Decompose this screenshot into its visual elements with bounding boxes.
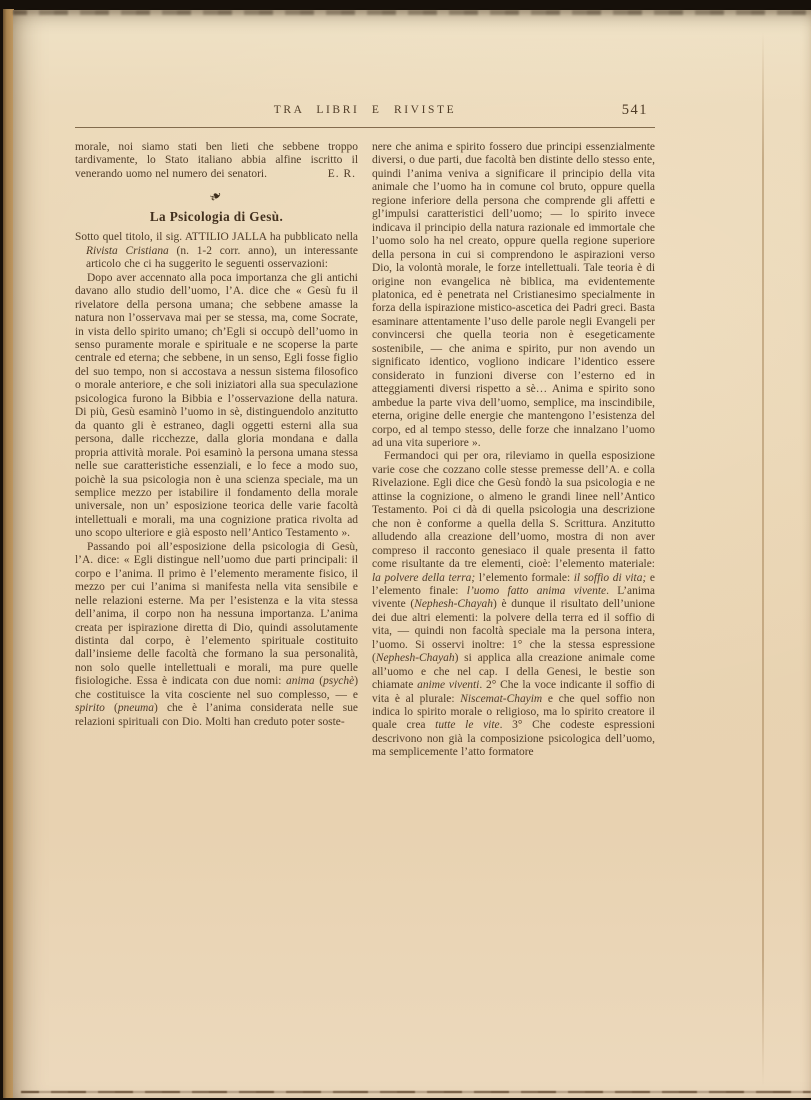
page-content — [75, 102, 655, 760]
paragraph — [372, 450, 655, 759]
italic-text: anima — [286, 675, 315, 688]
italic-text: Nephesh-Chayah — [375, 652, 455, 665]
book-page — [13, 10, 811, 1098]
body-text: (n. 1-2 corr. anno), un interessante articolo che ci ha suggerito le seguenti osservazioni: — [86, 244, 359, 271]
text-columns — [75, 141, 655, 760]
left-column — [75, 141, 358, 760]
paragraph — [75, 272, 358, 541]
body-text: ) che costituisce la vita cosciente nel suo complesso, — e — [75, 675, 358, 701]
body-text: e l’elemento finale: — [372, 571, 655, 597]
running-header-title: TRA LIBRI E RIVISTE — [273, 104, 457, 116]
body-text: ( — [314, 675, 324, 688]
body-text: Dopo aver accennato alla poca importanza che gli antichi davano allo studio dell’uomo, l’A. dice che « Gesù fu il rivelatore della persona umana; che sebbene amasse la natura non l’osservava mai per se stessa, ma, come Socrate, in vista dello spirito umano; ch’Egli si occupò dell’uomo in senso puramente morale e spirituale e ne scoperse la parte centrale ed eterna; che sebbene, in un senso, Egli fosse figlio del suo tempo, non si accostava a nessun sistema filosofico o morale anteriore, e che soli iniziatori alla sua speculazione psicologica furono la Bibbia e l’osservazione della natura. Di più, Gesù esaminò l’uomo in sè, distinguendolo anzitutto da quanto gli è estraneo, dagli oggetti esterni alla sua persona, dalle ricchezze, dalla gloria mondana e dalla propria attività morale. Poi esaminò la persona umana stessa nelle sue caratteristiche essenziali, e lo fece a modo suo, poichè la sua psicologia non è una scienza speciale, ma un semplice mezzo per istabilire il fondamento della morale universale, non un’ esposizione teorica delle varie facoltà intellettuali e morali, ma una cognizione pratica rivolta ad uno scopo ulteriore e già esposto nell’Antico Testamento ». — [75, 271, 358, 540]
left-paragraphs — [75, 231, 358, 729]
page-edge-line — [762, 32, 764, 1086]
italic-text: spirito — [75, 702, 105, 715]
fleuron-ornament — [75, 188, 358, 206]
body-text: e che quel soffio non indica lo spirito morale o religioso, ma lo spirito creatore il quale crea — [372, 692, 655, 732]
paragraph — [75, 231, 358, 271]
body-text: l’elemento formale: — [475, 571, 574, 584]
body-text: morale, noi siamo stati ben lieti che sebbene troppo tardivamente, lo Stato italiano abbia alfine iscritto il venerando uomo nel numero dei senatori. — [75, 141, 358, 180]
body-text: Fermandoci qui per ora, rileviamo in quella esposizione varie cose che cozzano colle stesse premesse dell’A. e colla Rivelazione. Egli dice che Gesù fondò la sua psicologia e ne attinse la cognizione, o almeno le grandi linee nell’Antico Testamento. Poi ci dà di quella psicologia una descrizione che non è conforme a quella della S. Scrittura. Anzitutto alludendo alla creazione dell’uomo, mostra di non aver compreso il racconto genesiaco il quale presenta il fatto come risultante da tre elementi, cioè: l’elemento materiale: — [372, 450, 655, 571]
right-column — [372, 141, 655, 760]
leaf-icon: ❧ — [206, 187, 227, 208]
author-initials: E. R. — [327, 167, 356, 180]
running-header — [75, 102, 655, 122]
paragraph — [75, 541, 358, 729]
intro-paragraphs — [75, 141, 358, 181]
page-bottom-edge — [21, 1091, 811, 1093]
italic-text: psychè — [323, 675, 355, 688]
italic-text: l’uomo fatto anima vivente — [466, 584, 607, 597]
section-title: La Psicologia di Gesù. — [149, 209, 284, 225]
body-text: . 3° Che codeste espressioni descrivono non già la composizione psicologica dell’uomo, ma semplicemente l’atto formatore — [372, 719, 655, 759]
body-text: ) si applica alla creazione animale come all’uomo e che nel cap. I della Genesi, le bestie son chiamate — [372, 652, 655, 692]
italic-text: anime viventi — [417, 679, 480, 692]
italic-text: Nephesh-Chayah — [414, 598, 493, 611]
italic-text: pneuma — [117, 702, 155, 715]
body-text: nere che anima e spirito fossero due principi essenzialmente diversi, o due parti, due facoltà ben distinte dello stesso ente, quindi l’anima veniva a significare il principio della vita animale che l’uomo ha in comune col bruto, oppure quella regione inferiore della persona che comprende gli affetti e gl’impulsi caratteristici dell’uomo; — lo spirito invece indicava il principio della natura razionale ed immortale che l’uomo solo ha nel creato, oppure quella regione superiore della persona in cui si comprendono le aspirazioni verso Dio, la volontà morale, le forze intellettuali. Tale teoria è di origine non evangelica nè biblica, ma evidentemente platonica, ed è penetrata nel Cristianesimo specialmente in forza della ispirazione mistico-ascetica dei Padri greci. Basta esaminare attentamente l’uso delle parole negli Evangeli per convincersi che quella teoria non è esegeticamente sostenibile, — che anima e spirito, pur non avendo un significato identico, vogliono indicare l’identico essere considerato in funzioni diverse con l’esterno ed in atteggiamenti diversi rispetto a sè… Anima e spirito sono ambedue la parte viva dell’uomo, semplice, ma inscindibile, eterna, origine delle energie che mantengono l’esistenza del corpo, ed al tempo stesso, delle forze che innalzano l’uomo ad una vita superiore ». — [372, 141, 655, 449]
italic-text: Niscemat-Chayim — [460, 692, 543, 705]
body-text: Sotto quel titolo, il sig. ATTILIO JALLA ha pubblicato nella — [75, 231, 358, 244]
italic-text: la polvere della terra; — [372, 571, 476, 584]
italic-text: il soffio di vita; — [573, 571, 647, 584]
paragraph — [372, 141, 655, 450]
right-paragraphs — [372, 141, 655, 760]
body-text: ( — [104, 702, 118, 715]
page-number: 541 — [621, 102, 648, 118]
body-text: ) che è l’anima considerata nelle sue relazioni spirituali con Dio. Molti han creduto poter soste- — [75, 702, 358, 728]
header-rule — [75, 127, 655, 128]
body-text: . 2° Che la voce indicante il soffio di vita è al plurale: — [372, 679, 655, 705]
italic-text: Rivista Cristiana — [86, 244, 169, 257]
italic-text: tutte le vite — [435, 719, 500, 732]
body-text: . L’anima vivente ( — [372, 584, 656, 611]
body-text: Passando poi all’esposizione della psicologia di Gesù, l’A. dice: « Egli distingue nell’uomo due parti principali: il corpo e l’anima. Il primo è l’elemento meramente fisico, il mezzo per cui l’anima si manifesta nella vita sensibile e nelle relazioni esterne. Ma per l’esistenza e la vita stessa dell’anima, il corpo non ha nessuna importanza. L’anima creata per ispirazione diretta di Dio, quindi assolutamente distinta dal corpo, è l’elemento spirituale costituito dall’insieme delle facoltà che formano la sua personalità, non solo quelle intellettuali e morali, ma pure quelle fisiologiche. Essa è indicata con due nomi: — [75, 540, 358, 688]
body-text: ) è dunque il risultato dell’unione dei due altri elementi: la polvere della terra ed il soffio di vita, — quindi non facoltà speciale ma la persona intera, l’uomo. Si osservi inoltre: 1° che la stessa espressione ( — [372, 598, 656, 665]
